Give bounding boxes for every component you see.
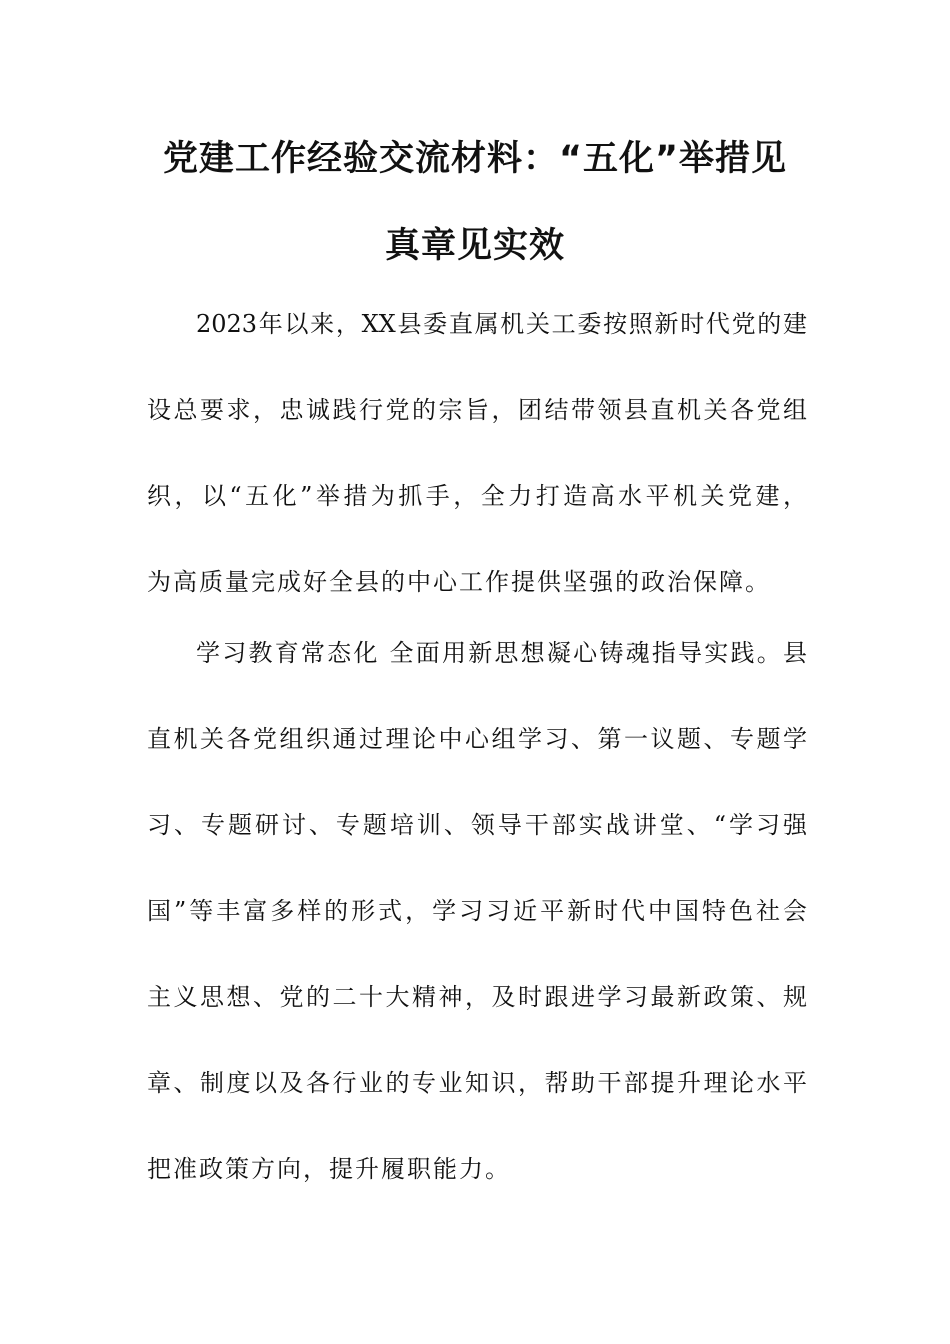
paragraph-2-line-4: 国”等丰富多样的形式，学习习近平新时代中国特色社会 — [147, 897, 807, 925]
paragraph-2-line-2: 直机关各党组织通过理论中心组学习、第一议题、专题学 — [147, 725, 807, 753]
document-title-line-2: 真章见实效 — [384, 226, 565, 266]
document-title-line-1: 党建工作经验交流材料：“五化”举措见 — [162, 139, 787, 179]
paragraph-2-line-3: 习、专题研讨、专题培训、领导干部实战讲堂、“学习强 — [147, 811, 807, 839]
paragraph-1-line-2: 设总要求，忠诚践行党的宗旨，团结带领县直机关各党组 — [147, 396, 807, 424]
paragraph-1-line-3: 织，以“五化”举措为抓手，全力打造高水平机关党建， — [147, 482, 807, 510]
paragraph-2-line-1: 学习教育常态化 全面用新思想凝心铸魂指导实践。县 — [196, 639, 807, 667]
paragraph-2-line-7: 把准政策方向，提升履职能力。 — [147, 1155, 511, 1183]
paragraph-2-line-6: 章、制度以及各行业的专业知识，帮助干部提升理论水平 — [147, 1069, 807, 1097]
paragraph-1-line-4: 为高质量完成好全县的中心工作提供坚强的政治保障。 — [147, 568, 771, 596]
paragraph-1-line-1: 2023年以来，XX县委直属机关工委按照新时代党的建 — [196, 310, 807, 338]
paragraph-2-line-5: 主义思想、党的二十大精神，及时跟进学习最新政策、规 — [147, 983, 807, 1011]
